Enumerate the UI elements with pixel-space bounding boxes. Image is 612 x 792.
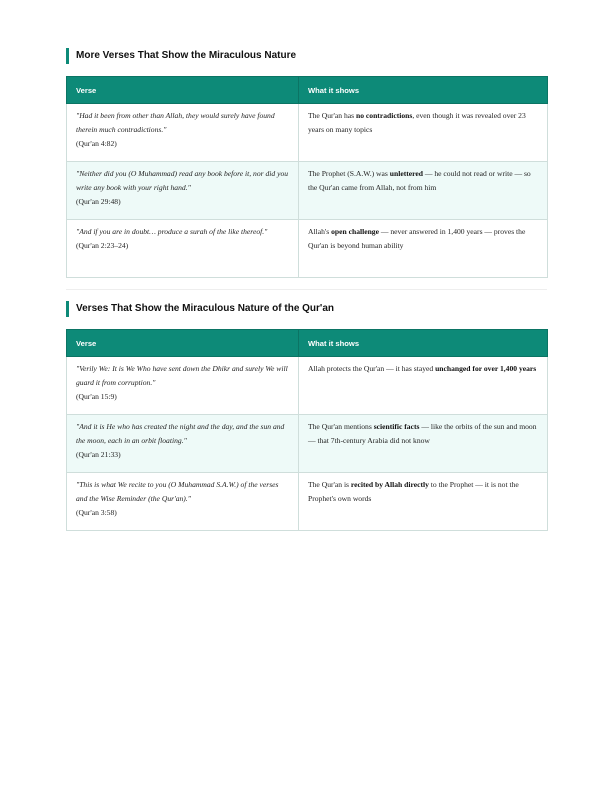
shows-cell xyxy=(299,104,548,162)
verse-reference: (Qur'an 15:9) xyxy=(76,392,117,401)
verse-cell xyxy=(67,162,299,220)
section-miraculous-nature xyxy=(66,301,547,531)
verse-reference: (Qur'an 2:23–24) xyxy=(76,241,129,250)
section-divider xyxy=(66,289,547,290)
shows-highlight: recited by Allah directly xyxy=(350,480,429,489)
shows-text: Allah's xyxy=(308,227,332,236)
verse-text: "Neither did you (O Muhammad) read any book before it, nor did you write any book with your right hand." xyxy=(76,169,289,192)
shows-cell xyxy=(299,473,548,531)
verse-cell xyxy=(67,220,299,278)
table-row xyxy=(67,473,548,531)
shows-cell xyxy=(299,220,548,278)
verse-reference: (Qur'an 29:48) xyxy=(76,197,121,206)
shows-text: Allah protects the Qur'an — it has stayed xyxy=(308,364,436,373)
verse-reference: (Qur'an 3:58) xyxy=(76,508,117,517)
table-row xyxy=(67,415,548,473)
verse-text: "This is what We recite to you (O Muhammad S.A.W.) of the verses and the Wise Reminder (the Qur'an)." xyxy=(76,480,279,503)
verse-text: "And if you are in doubt… produce a surah of the like thereof." xyxy=(76,227,268,236)
table-row xyxy=(67,104,548,162)
table-row xyxy=(67,220,548,278)
shows-text: — like the orbits of the sun and moon — that 7th-century Arabia did not know xyxy=(308,422,537,445)
shows-cell xyxy=(299,357,548,415)
shows-text: to the Prophet — it is not the Prophet's own words xyxy=(308,480,519,503)
verse-reference: (Qur'an 21:33) xyxy=(76,450,121,459)
column-header-verse: Verse xyxy=(67,77,299,104)
verses-table xyxy=(66,76,548,278)
verse-cell xyxy=(67,357,299,415)
verse-text: "And it is He who has created the night and the day, and the sun and the moon, each in an orbit floating." xyxy=(76,422,285,445)
shows-highlight: unchanged for over 1,400 years xyxy=(435,364,537,373)
section-heading: Verses That Show the Miraculous Nature of the Qur'an xyxy=(66,301,547,317)
column-header-what-it-shows: What it shows xyxy=(299,330,548,357)
verses-table xyxy=(66,329,548,531)
shows-cell xyxy=(299,415,548,473)
table-header-row xyxy=(67,330,548,357)
shows-text: The Prophet (S.A.W.) was xyxy=(308,169,390,178)
table-row xyxy=(67,162,548,220)
verse-cell xyxy=(67,415,299,473)
column-header-verse: Verse xyxy=(67,330,299,357)
table-header-row xyxy=(67,77,548,104)
verse-cell xyxy=(67,104,299,162)
shows-text: The Qur'an is xyxy=(308,480,351,489)
shows-highlight: unlettered xyxy=(389,169,423,178)
shows-highlight: no contradictions xyxy=(355,111,413,120)
verse-reference: (Qur'an 4:82) xyxy=(76,139,117,148)
verse-cell xyxy=(67,473,299,531)
verse-text: "Verily We: It is We Who have sent down the Dhikr and surely We will guard it from corruption." xyxy=(76,364,288,387)
section-heading: More Verses That Show the Miraculous Nature xyxy=(66,48,547,64)
shows-text: — never answered in 1,400 years — proves the Qur'an is beyond human ability xyxy=(308,227,526,250)
shows-highlight: open challenge xyxy=(331,227,379,236)
section-more-verses xyxy=(66,48,547,278)
shows-text: — he could not read or write — so the Qur'an came from Allah, not from him xyxy=(308,169,531,192)
shows-text: The Qur'an has xyxy=(308,111,356,120)
verse-text: "Had it been from other than Allah, they would surely have found therein much contradictions." xyxy=(76,111,275,134)
table-row xyxy=(67,357,548,415)
column-header-what-it-shows: What it shows xyxy=(299,77,548,104)
shows-cell xyxy=(299,162,548,220)
shows-text: The Qur'an mentions xyxy=(308,422,374,431)
shows-text: , even though it was revealed over 23 years on many topics xyxy=(308,111,526,134)
shows-highlight: scientific facts xyxy=(373,422,420,431)
